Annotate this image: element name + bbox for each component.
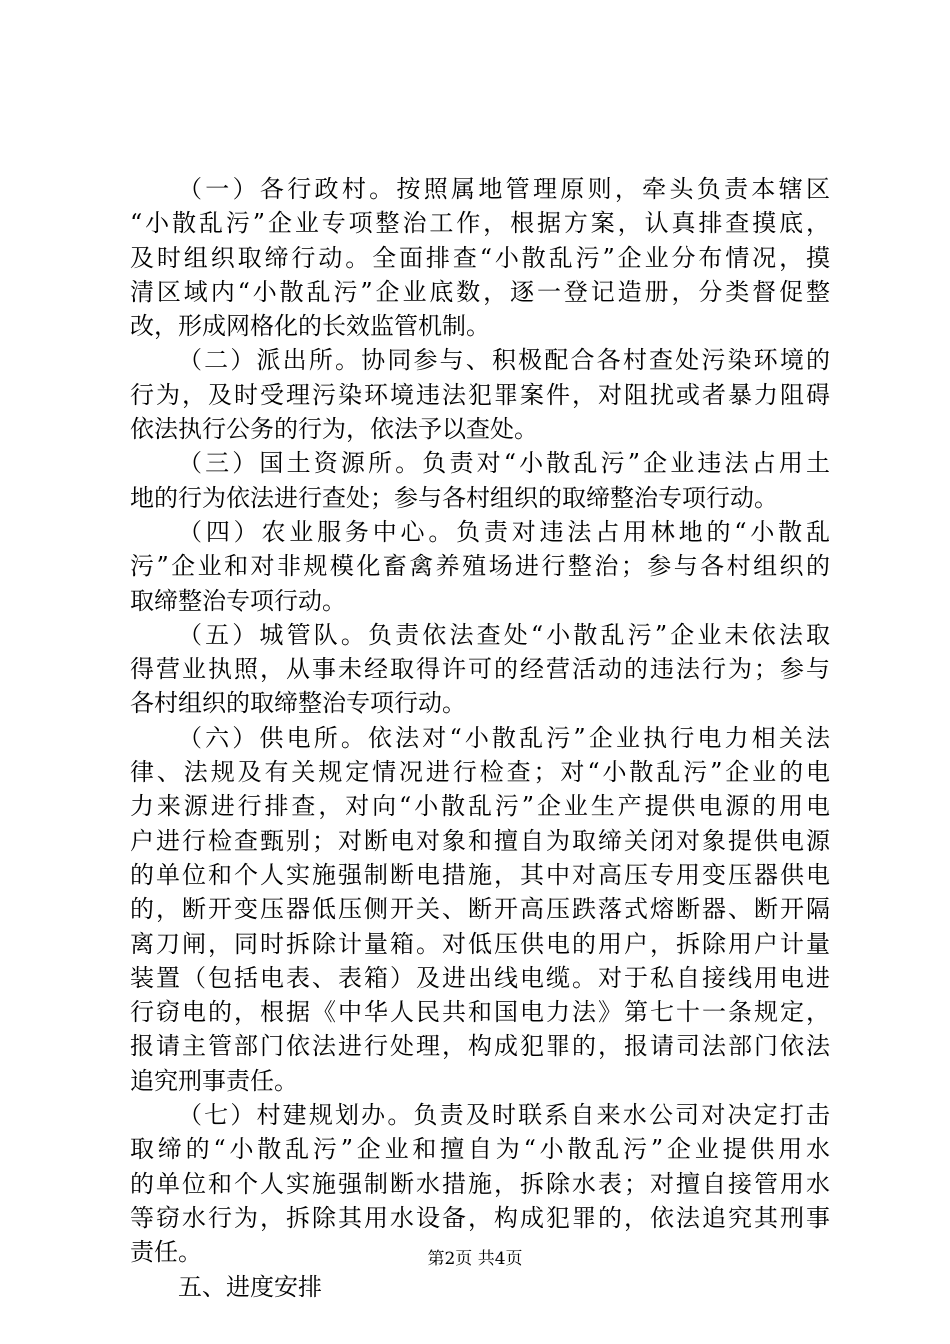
- text-line: （一）各行政村。按照属地管理原则，牵头负责本辖区: [178, 175, 830, 203]
- text-line: 责任。: [130, 1238, 202, 1267]
- text-line: 依法执行公务的行为，依法予以查处。: [130, 415, 538, 444]
- paragraph: [130, 515, 830, 618]
- document-body: [130, 172, 830, 1304]
- text-line: （二）派出所。协同参与、积极配合各村查处污染环境的: [178, 346, 830, 375]
- paragraph: [130, 721, 830, 1098]
- text-line: 及时组织取缔行动。全面排查“小散乱污”企业分布情况，摸: [130, 243, 830, 272]
- section-heading: [130, 1270, 830, 1304]
- paragraph: [130, 343, 830, 446]
- page-footer: 第2页 共4页: [427, 1249, 523, 1269]
- text-line: 地的行为依法进行查处；参与各村组织的取缔整治专项行动。: [130, 483, 778, 512]
- text-line: （五）城管队。负责依法查处“小散乱污”企业未依法取: [178, 620, 830, 649]
- paragraph: [130, 446, 830, 515]
- text-line: 报请主管部门依法进行处理，构成犯罪的，报请司法部门依法: [130, 1032, 830, 1061]
- text-line: 的单位和个人实施强制断水措施，拆除水表；对擅自接管用水: [130, 1169, 830, 1198]
- text-line: 得营业执照，从事未经取得许可的经营活动的违法行为；参与: [130, 655, 830, 684]
- text-line: 等窃水行为，拆除其用水设备，构成犯罪的，依法追究其刑事: [130, 1203, 830, 1232]
- text-line: 追究刑事责任。: [130, 1066, 298, 1095]
- text-line: 取缔的“小散乱污”企业和擅自为“小散乱污”企业提供用水: [130, 1135, 830, 1164]
- text-line: 各村组织的取缔整治专项行动。: [130, 689, 466, 718]
- text-line: 律、法规及有关规定情况进行检查；对“小散乱污”企业的电: [130, 758, 830, 787]
- text-line: 改，形成网格化的长效监管机制。: [130, 312, 490, 341]
- text-line: （四）农业服务中心。负责对违法占用林地的“小散乱: [178, 517, 830, 546]
- text-line: 离刀闸，同时拆除计量箱。对低压供电的用户，拆除用户计量: [130, 929, 830, 958]
- text-line: 行为，及时受理污染环境违法犯罪案件，对阻扰或者暴力阻碍: [130, 380, 830, 409]
- text-line: “小散乱污”企业专项整治工作，根据方案，认真排查摸底，: [130, 209, 830, 238]
- text-line: 的单位和个人实施强制断电措施，其中对高压专用变压器供电: [130, 860, 830, 889]
- text-line: 五、进度安排: [178, 1272, 322, 1301]
- text-line: 的，断开变压器低压侧开关、断开高压跌落式熔断器、断开隔: [130, 895, 830, 924]
- text-line: （七）村建规划办。负责及时联系自来水公司对决定打击: [178, 1101, 830, 1130]
- paragraph: [130, 618, 830, 721]
- text-line: （六）供电所。依法对“小散乱污”企业执行电力相关法: [178, 723, 830, 752]
- text-line: （三）国土资源所。负责对“小散乱污”企业违法占用土: [178, 449, 830, 478]
- text-line: 污”企业和对非规模化畜禽养殖场进行整治；参与各村组织的: [130, 552, 830, 581]
- text-line: 行窃电的，根据《中华人民共和国电力法》第七十一条规定，: [130, 998, 830, 1027]
- text-line: 装置（包括电表、表箱）及进出线电缆。对于私自接线用电进: [130, 963, 830, 992]
- paragraph: [130, 172, 830, 343]
- text-line: 力来源进行排查，对向“小散乱污”企业生产提供电源的用电: [130, 792, 830, 821]
- text-line: 清区域内“小散乱污”企业底数，逐一登记造册，分类督促整: [130, 277, 830, 306]
- text-line: 取缔整治专项行动。: [130, 586, 346, 615]
- text-line: 户进行检查甄别；对断电对象和擅自为取缔关闭对象提供电源: [130, 826, 830, 855]
